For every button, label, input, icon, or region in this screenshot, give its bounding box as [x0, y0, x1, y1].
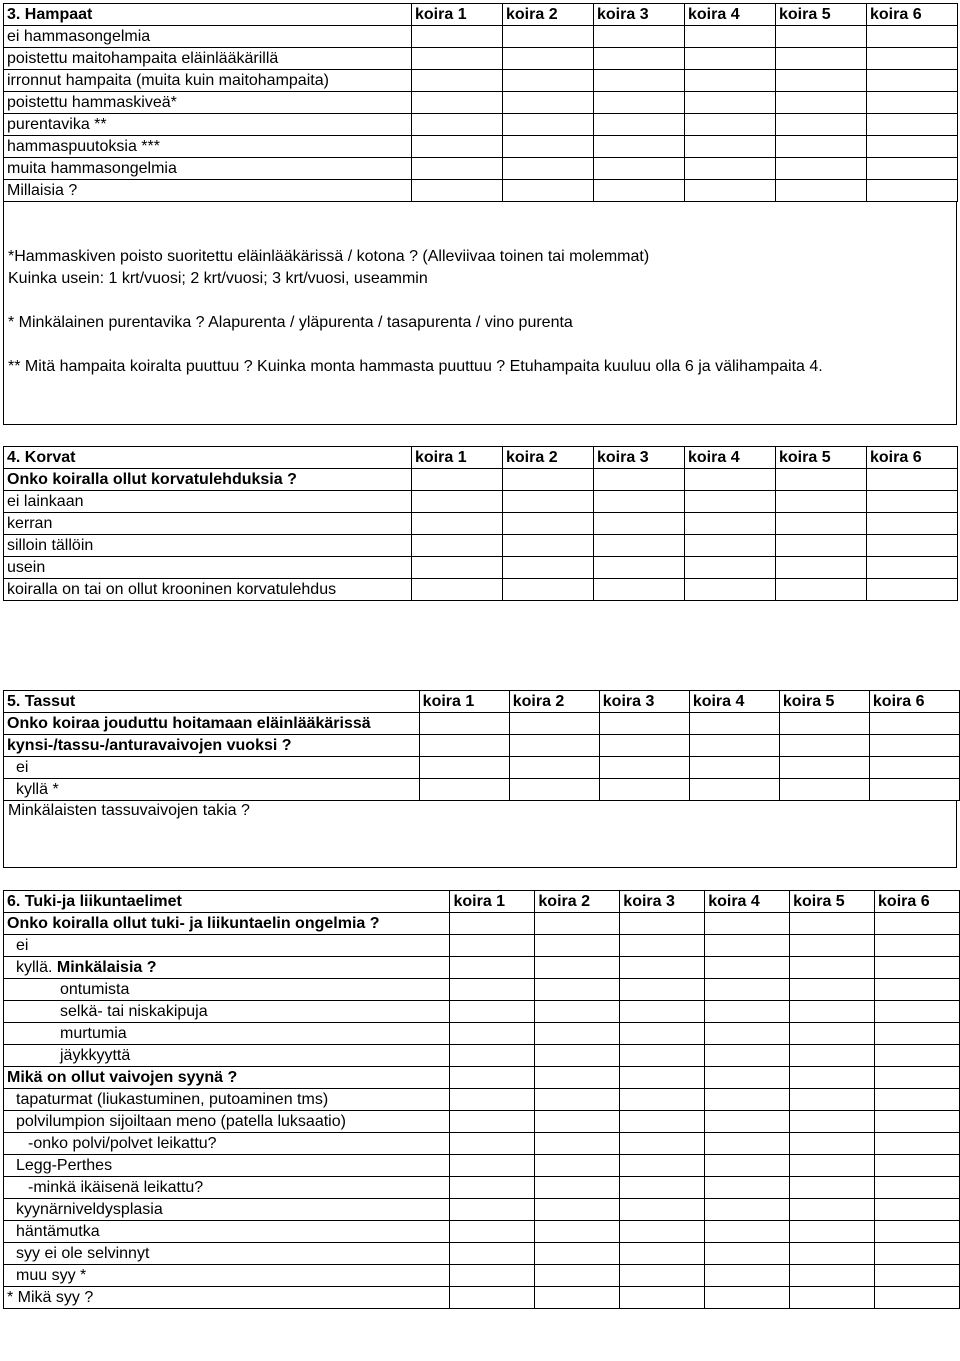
koira-6-cell[interactable]	[875, 1045, 960, 1067]
row-label: häntämutka	[4, 1221, 450, 1243]
koira-4-cell[interactable]	[685, 513, 776, 535]
koira-5-cell[interactable]	[790, 1045, 875, 1067]
section-title: 5. Tassut	[4, 691, 420, 713]
koira-5-cell[interactable]	[776, 114, 867, 136]
answer-row	[4, 48, 958, 70]
row-label: kyllä *	[4, 779, 420, 801]
koira-3-cell[interactable]	[594, 114, 685, 136]
koira-4-cell[interactable]	[685, 180, 776, 202]
koira-4-cell[interactable]	[685, 491, 776, 513]
koira-5-cell[interactable]	[776, 70, 867, 92]
column-koira-3: koira 3	[594, 447, 685, 469]
koira-2-cell[interactable]	[535, 1155, 620, 1177]
section-title: 3. Hampaat	[4, 4, 412, 26]
koira-1-cell[interactable]	[412, 535, 503, 557]
question-row	[4, 735, 960, 757]
koira-3-cell[interactable]	[620, 1023, 705, 1045]
koira-4-cell[interactable]	[705, 1265, 790, 1287]
koira-4-cell[interactable]	[705, 1001, 790, 1023]
koira-1-cell[interactable]	[450, 1221, 535, 1243]
koira-4-cell[interactable]	[705, 1199, 790, 1221]
koira-3-cell[interactable]	[594, 92, 685, 114]
koira-6-cell[interactable]	[869, 757, 959, 779]
column-koira-6: koira 6	[867, 4, 958, 26]
koira-6-cell[interactable]	[875, 1265, 960, 1287]
koira-5-cell[interactable]	[779, 757, 869, 779]
koira-4-cell[interactable]	[689, 779, 779, 801]
koira-6-cell[interactable]	[875, 1089, 960, 1111]
koira-1-cell[interactable]	[412, 557, 503, 579]
koira-2-cell[interactable]	[535, 979, 620, 1001]
koira-6-cell[interactable]	[867, 26, 958, 48]
koira-2-cell[interactable]	[503, 557, 594, 579]
koira-3-cell[interactable]	[620, 1001, 705, 1023]
row-label: ontumista	[4, 979, 450, 1001]
row-label: Legg-Perthes	[4, 1155, 450, 1177]
answer-row	[4, 136, 958, 158]
tassut-note-box	[3, 800, 957, 868]
row-label: ei	[4, 757, 420, 779]
koira-5-cell[interactable]	[776, 557, 867, 579]
column-koira-5: koira 5	[776, 4, 867, 26]
section-header-row	[4, 691, 960, 713]
answer-row	[4, 26, 958, 48]
cause-row	[4, 1221, 960, 1243]
type-row	[4, 1023, 960, 1045]
answer-row	[4, 579, 958, 601]
koira-1-cell[interactable]	[412, 114, 503, 136]
koira-1-cell[interactable]	[419, 757, 509, 779]
koira-3-cell[interactable]	[620, 1221, 705, 1243]
koira-2-cell[interactable]	[535, 1243, 620, 1265]
koira-5-cell[interactable]	[776, 136, 867, 158]
answer-row	[4, 513, 958, 535]
koira-3-cell[interactable]	[620, 1133, 705, 1155]
question-label-2: kynsi-/tassu-/anturavaivojen vuoksi ?	[4, 735, 420, 757]
koira-5-cell[interactable]	[790, 1023, 875, 1045]
column-koira-2: koira 2	[503, 4, 594, 26]
column-koira-2: koira 2	[503, 447, 594, 469]
koira-5-cell[interactable]	[790, 1089, 875, 1111]
question-row	[4, 469, 958, 491]
row-label: -minkä ikäisenä leikattu?	[4, 1177, 450, 1199]
koira-5-cell[interactable]	[776, 158, 867, 180]
koira-3-cell[interactable]	[594, 513, 685, 535]
column-koira-5: koira 5	[776, 447, 867, 469]
column-koira-4: koira 4	[689, 691, 779, 713]
koira-4-cell[interactable]	[685, 579, 776, 601]
koira-2-cell[interactable]	[535, 1133, 620, 1155]
koira-5-cell[interactable]	[779, 779, 869, 801]
koira-6-cell[interactable]	[867, 491, 958, 513]
answer-row-yes	[4, 957, 960, 979]
koira-3-cell[interactable]	[620, 1155, 705, 1177]
column-koira-3: koira 3	[620, 891, 705, 913]
koira-3-cell[interactable]	[620, 1089, 705, 1111]
column-koira-2: koira 2	[509, 691, 599, 713]
row-label: tapaturmat (liukastuminen, putoaminen tms)	[4, 1089, 450, 1111]
koira-3-cell[interactable]	[594, 535, 685, 557]
koira-2-cell[interactable]	[503, 158, 594, 180]
koira-2-cell[interactable]	[503, 513, 594, 535]
cause-row	[4, 1089, 960, 1111]
koira-3-cell[interactable]	[594, 579, 685, 601]
koira-2-cell[interactable]	[535, 1089, 620, 1111]
answer-row	[4, 114, 958, 136]
row-label: * Mikä syy ?	[4, 1287, 450, 1309]
row-label: ei lainkaan	[4, 491, 412, 513]
koira-2-cell[interactable]	[535, 1265, 620, 1287]
koira-4-cell[interactable]	[685, 158, 776, 180]
column-koira-3: koira 3	[594, 4, 685, 26]
koira-1-cell[interactable]	[450, 1023, 535, 1045]
koira-5-cell[interactable]	[790, 1133, 875, 1155]
cause-row	[4, 1243, 960, 1265]
koira-1-cell[interactable]	[412, 26, 503, 48]
column-koira-4: koira 4	[685, 447, 776, 469]
koira-1-cell[interactable]	[412, 92, 503, 114]
koira-5-cell[interactable]	[790, 1265, 875, 1287]
answer-row	[4, 779, 960, 801]
koira-3-cell[interactable]	[594, 557, 685, 579]
koira-1-cell[interactable]	[450, 1001, 535, 1023]
row-label: Mikä on ollut vaivojen syynä ?	[4, 1067, 450, 1089]
koira-6-cell[interactable]	[875, 979, 960, 1001]
row-label: ei hammasongelmia	[4, 26, 412, 48]
koira-1-cell[interactable]	[450, 979, 535, 1001]
column-koira-1: koira 1	[419, 691, 509, 713]
answer-row	[4, 535, 958, 557]
koira-6-cell[interactable]	[869, 779, 959, 801]
koira-6-cell[interactable]	[875, 1199, 960, 1221]
koira-6-cell[interactable]	[875, 1111, 960, 1133]
answer-row	[4, 92, 958, 114]
row-label: polvilumpion sijoiltaan meno (patella luksaatio)	[4, 1111, 450, 1133]
koira-5-cell[interactable]	[776, 26, 867, 48]
koira-2-cell[interactable]	[535, 1001, 620, 1023]
koira-2-cell[interactable]	[503, 114, 594, 136]
column-koira-4: koira 4	[685, 4, 776, 26]
koira-5-cell[interactable]	[776, 535, 867, 557]
koira-3-cell[interactable]	[594, 158, 685, 180]
koira-1-cell[interactable]	[450, 1287, 535, 1309]
koira-2-cell[interactable]	[503, 70, 594, 92]
cause-row	[4, 1155, 960, 1177]
koira-6-cell[interactable]	[867, 557, 958, 579]
answer-row	[4, 158, 958, 180]
koira-1-cell[interactable]	[450, 1089, 535, 1111]
koira-4-cell[interactable]	[705, 1155, 790, 1177]
koira-3-cell[interactable]	[620, 1111, 705, 1133]
koira-3-cell[interactable]	[594, 180, 685, 202]
koira-4-cell[interactable]	[705, 1111, 790, 1133]
answer-row	[4, 557, 958, 579]
section-hampaat-table	[3, 3, 958, 202]
question-row	[4, 913, 960, 935]
row-label: muu syy *	[4, 1265, 450, 1287]
koira-6-cell[interactable]	[875, 1023, 960, 1045]
koira-4-cell[interactable]	[705, 1045, 790, 1067]
koira-1-cell[interactable]	[450, 1111, 535, 1133]
row-label: usein	[4, 557, 412, 579]
koira-1-cell[interactable]	[412, 70, 503, 92]
question-label: Onko koiralla ollut tuki- ja liikuntaelin ongelmia ?	[4, 913, 450, 935]
koira-4-cell[interactable]	[705, 979, 790, 1001]
koira-2-cell[interactable]	[535, 1111, 620, 1133]
note-hammaskivi: *Hammaskiven poisto suoritettu eläinlääkärissä / kotona ? (Alleviivaa toinen tai molemmat)	[8, 248, 650, 265]
koira-5-cell[interactable]	[790, 1067, 875, 1089]
type-row	[4, 1045, 960, 1067]
koira-3-cell[interactable]	[620, 1287, 705, 1309]
koira-3-cell[interactable]	[620, 1199, 705, 1221]
koira-1-cell[interactable]	[450, 1199, 535, 1221]
koira-4-cell[interactable]	[685, 114, 776, 136]
type-row	[4, 1001, 960, 1023]
koira-5-cell[interactable]	[790, 1155, 875, 1177]
section-header-row	[4, 4, 958, 26]
koira-1-cell[interactable]	[450, 1045, 535, 1067]
cause-row	[4, 1133, 960, 1155]
koira-5-cell[interactable]	[776, 491, 867, 513]
section-header-row	[4, 891, 960, 913]
koira-6-cell[interactable]	[875, 1133, 960, 1155]
koira-6-cell[interactable]	[867, 579, 958, 601]
note-kuinka-usein: Kuinka usein: 1 krt/vuosi; 2 krt/vuosi; 3 krt/vuosi, useammin	[8, 270, 428, 287]
column-koira-5: koira 5	[779, 691, 869, 713]
row-label: irronnut hampaita (muita kuin maitohampaita)	[4, 70, 412, 92]
row-label: koiralla on tai on ollut krooninen korvatulehdus	[4, 579, 412, 601]
koira-6-cell[interactable]	[875, 1067, 960, 1089]
koira-6-cell[interactable]	[875, 1221, 960, 1243]
row-label: jäykkyyttä	[4, 1045, 450, 1067]
koira-4-cell[interactable]	[685, 48, 776, 70]
row-label: -onko polvi/polvet leikattu?	[4, 1133, 450, 1155]
column-koira-1: koira 1	[412, 447, 503, 469]
koira-6-cell[interactable]	[867, 513, 958, 535]
koira-2-cell[interactable]	[535, 1199, 620, 1221]
column-koira-6: koira 6	[867, 447, 958, 469]
koira-5-cell[interactable]	[790, 1001, 875, 1023]
koira-1-cell[interactable]	[412, 579, 503, 601]
koira-4-cell[interactable]	[685, 70, 776, 92]
koira-1-cell[interactable]	[412, 491, 503, 513]
question-label-1: Onko koiraa jouduttu hoitamaan eläinlääkärissä	[4, 713, 420, 735]
koira-6-cell[interactable]	[867, 158, 958, 180]
cause-row	[4, 1111, 960, 1133]
koira-2-cell[interactable]	[535, 1023, 620, 1045]
question-label: Onko koiralla ollut korvatulehduksia ?	[4, 469, 412, 491]
koira-1-cell[interactable]	[450, 1133, 535, 1155]
koira-3-cell[interactable]	[594, 70, 685, 92]
section-tuki-table	[3, 890, 960, 1309]
koira-2-cell[interactable]	[503, 535, 594, 557]
koira-6-cell[interactable]	[875, 1001, 960, 1023]
koira-5-cell[interactable]	[776, 48, 867, 70]
row-label: Millaisia ?	[4, 180, 412, 202]
koira-3-cell[interactable]	[594, 26, 685, 48]
koira-5-cell[interactable]	[790, 1177, 875, 1199]
koira-1-cell[interactable]	[412, 48, 503, 70]
koira-1-cell[interactable]	[450, 1177, 535, 1199]
koira-5-cell[interactable]	[790, 1287, 875, 1309]
cause-row	[4, 1265, 960, 1287]
koira-3-cell[interactable]	[620, 1177, 705, 1199]
cause-row	[4, 1199, 960, 1221]
koira-4-cell[interactable]	[685, 535, 776, 557]
koira-3-cell[interactable]	[620, 1243, 705, 1265]
koira-4-cell[interactable]	[705, 1067, 790, 1089]
koira-4-cell[interactable]	[705, 1287, 790, 1309]
koira-2-cell[interactable]	[509, 757, 599, 779]
koira-1-cell[interactable]	[450, 1265, 535, 1287]
row-label: kyynärniveldysplasia	[4, 1199, 450, 1221]
koira-3-cell[interactable]	[594, 136, 685, 158]
koira-5-cell[interactable]	[776, 180, 867, 202]
koira-2-cell[interactable]	[509, 779, 599, 801]
section-tassut-table	[3, 690, 960, 801]
answer-row	[4, 180, 958, 202]
koira-5-cell[interactable]	[790, 1111, 875, 1133]
row-label: purentavika **	[4, 114, 412, 136]
koira-4-cell[interactable]	[705, 1221, 790, 1243]
koira-6-cell[interactable]	[875, 1243, 960, 1265]
row-label: murtumia	[4, 1023, 450, 1045]
koira-2-cell[interactable]	[503, 26, 594, 48]
column-koira-1: koira 1	[412, 4, 503, 26]
koira-6-cell[interactable]	[867, 535, 958, 557]
answer-row	[4, 757, 960, 779]
koira-5-cell[interactable]	[790, 979, 875, 1001]
koira-4-cell[interactable]	[705, 1133, 790, 1155]
koira-3-cell[interactable]	[599, 779, 689, 801]
koira-2-cell[interactable]	[535, 1067, 620, 1089]
koira-1-cell[interactable]	[450, 1243, 535, 1265]
row-label: poistettu maitohampaita eläinlääkärillä	[4, 48, 412, 70]
koira-2-cell[interactable]	[503, 180, 594, 202]
answer-yes-cell	[4, 957, 450, 979]
koira-3-cell[interactable]	[620, 979, 705, 1001]
column-koira-3: koira 3	[599, 691, 689, 713]
koira-4-cell[interactable]	[689, 757, 779, 779]
koira-3-cell[interactable]	[599, 757, 689, 779]
koira-5-cell[interactable]	[776, 92, 867, 114]
koira-4-cell[interactable]	[705, 1089, 790, 1111]
koira-5-cell[interactable]	[776, 579, 867, 601]
koira-6-cell[interactable]	[875, 1287, 960, 1309]
row-label: syy ei ole selvinnyt	[4, 1243, 450, 1265]
koira-3-cell[interactable]	[594, 48, 685, 70]
row-label: silloin tällöin	[4, 535, 412, 557]
koira-2-cell[interactable]	[535, 1287, 620, 1309]
koira-5-cell[interactable]	[790, 1199, 875, 1221]
column-koira-6: koira 6	[869, 691, 959, 713]
koira-5-cell[interactable]	[790, 1243, 875, 1265]
koira-3-cell[interactable]	[620, 1067, 705, 1089]
column-koira-2: koira 2	[535, 891, 620, 913]
koira-1-cell[interactable]	[412, 136, 503, 158]
row-label: muita hammasongelmia	[4, 158, 412, 180]
koira-1-cell[interactable]	[450, 1155, 535, 1177]
koira-4-cell[interactable]	[685, 136, 776, 158]
koira-2-cell[interactable]	[503, 136, 594, 158]
note-purentavika: * Minkälainen purentavika ? Alapurenta / yläpurenta / tasapurenta / vino purenta	[8, 314, 573, 331]
answer-row	[4, 491, 958, 513]
row-label: kerran	[4, 513, 412, 535]
koira-6-cell[interactable]	[867, 48, 958, 70]
koira-6-cell[interactable]	[867, 70, 958, 92]
koira-1-cell[interactable]	[419, 779, 509, 801]
koira-4-cell[interactable]	[705, 1243, 790, 1265]
koira-2-cell[interactable]	[503, 491, 594, 513]
note-hammaspuutos: ** Mitä hampaita koiralta puuttuu ? Kuinka monta hammasta puuttuu ? Etuhampaita kuuluu olla 6 ja välihampaita 4.	[8, 358, 823, 375]
koira-2-cell[interactable]	[535, 1177, 620, 1199]
koira-3-cell[interactable]	[620, 1265, 705, 1287]
cause-question-row	[4, 1067, 960, 1089]
koira-1-cell[interactable]	[412, 180, 503, 202]
answer-yes-question: Minkälaisia ?	[56, 959, 157, 976]
type-row	[4, 979, 960, 1001]
koira-2-cell[interactable]	[535, 1045, 620, 1067]
cause-row	[4, 1177, 960, 1199]
answer-row-no	[4, 935, 960, 957]
koira-1-cell[interactable]	[412, 513, 503, 535]
koira-6-cell[interactable]	[867, 136, 958, 158]
koira-4-cell[interactable]	[685, 26, 776, 48]
row-label: poistettu hammaskiveä*	[4, 92, 412, 114]
section-header-row	[4, 447, 958, 469]
koira-4-cell[interactable]	[705, 1177, 790, 1199]
koira-1-cell[interactable]	[450, 1067, 535, 1089]
koira-3-cell[interactable]	[594, 491, 685, 513]
koira-6-cell[interactable]	[867, 114, 958, 136]
answer-no-label: ei	[4, 935, 450, 957]
note-tassuvaivat: Minkälaisten tassuvaivojen takia ?	[8, 802, 250, 819]
koira-5-cell[interactable]	[790, 1221, 875, 1243]
question-row	[4, 713, 960, 735]
other-cause-row	[4, 1287, 960, 1309]
column-koira-6: koira 6	[875, 891, 960, 913]
koira-3-cell[interactable]	[620, 1045, 705, 1067]
koira-6-cell[interactable]	[867, 180, 958, 202]
column-koira-4: koira 4	[705, 891, 790, 913]
koira-1-cell[interactable]	[412, 158, 503, 180]
koira-2-cell[interactable]	[503, 579, 594, 601]
answer-row	[4, 70, 958, 92]
koira-6-cell[interactable]	[875, 1177, 960, 1199]
row-label: hammaspuutoksia ***	[4, 136, 412, 158]
answer-yes-label: kyllä.	[16, 959, 53, 976]
column-koira-5: koira 5	[790, 891, 875, 913]
section-korvat-table	[3, 446, 958, 601]
koira-2-cell[interactable]	[503, 48, 594, 70]
koira-2-cell[interactable]	[535, 1221, 620, 1243]
koira-6-cell[interactable]	[867, 92, 958, 114]
koira-4-cell[interactable]	[685, 92, 776, 114]
row-label: selkä- tai niskakipuja	[4, 1001, 450, 1023]
koira-2-cell[interactable]	[503, 92, 594, 114]
hampaat-notes	[3, 202, 957, 425]
koira-4-cell[interactable]	[685, 557, 776, 579]
koira-6-cell[interactable]	[875, 1155, 960, 1177]
section-title: 4. Korvat	[4, 447, 412, 469]
koira-5-cell[interactable]	[776, 513, 867, 535]
section-title: 6. Tuki-ja liikuntaelimet	[4, 891, 450, 913]
koira-4-cell[interactable]	[705, 1023, 790, 1045]
column-koira-1: koira 1	[450, 891, 535, 913]
